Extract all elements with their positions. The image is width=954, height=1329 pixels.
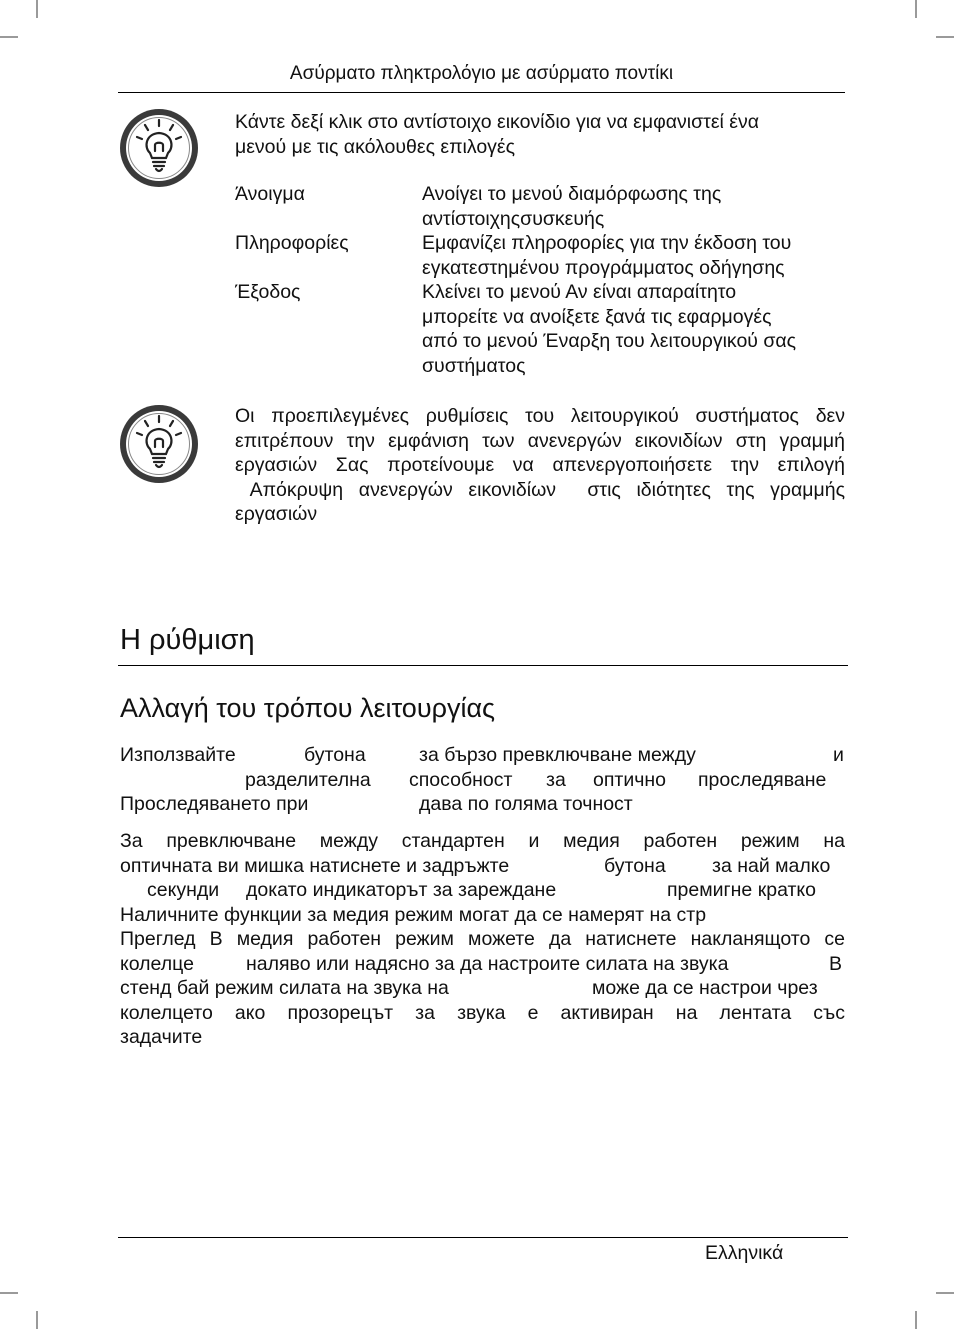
text-fragment: проследяване bbox=[698, 769, 827, 791]
option-desc-line: Εμφανίζει πληροφορίες για την έκδοση του bbox=[422, 232, 792, 254]
option-term: Πληροφορίες bbox=[235, 232, 349, 254]
lightbulb-tip-icon bbox=[118, 107, 200, 189]
text-fragment: докато индикаторът за зареждане bbox=[246, 879, 557, 901]
text-fragment: оптично bbox=[593, 769, 667, 791]
section-rule bbox=[118, 665, 848, 666]
text-fragment: бутона bbox=[304, 744, 366, 766]
crop-mark bbox=[36, 0, 38, 18]
text-fragment: премигне кратко bbox=[667, 879, 817, 901]
para2-line bbox=[120, 976, 845, 1001]
text-fragment: колелце bbox=[120, 953, 194, 975]
option-term: Άνοιγμα bbox=[235, 183, 305, 205]
text-fragment: дава по голяма точност bbox=[419, 793, 633, 815]
section-heading: Η ρύθμιση bbox=[120, 624, 255, 656]
para2-line bbox=[120, 854, 845, 879]
crop-mark bbox=[36, 1311, 38, 1329]
subsection-heading: Αλλαγή του τρόπου λειτουργίας bbox=[120, 693, 496, 723]
text-fragment: Използвайте bbox=[120, 744, 236, 766]
crop-mark bbox=[0, 1292, 18, 1294]
text-fragment: способност bbox=[409, 769, 513, 791]
tip-line: εργασιών bbox=[235, 503, 318, 525]
option-row-info bbox=[235, 231, 845, 280]
footer-language: Ελληνικά bbox=[705, 1242, 784, 1264]
para2-line: колелцето ако прозорецът за звука е активиран на лентата със bbox=[120, 1002, 845, 1024]
text-fragment: секунди bbox=[147, 879, 220, 901]
para1-line1 bbox=[120, 743, 845, 768]
option-desc-line: συστήματος bbox=[422, 354, 526, 377]
para2-line: задачите bbox=[120, 1026, 203, 1048]
text-fragment: за бързо превключване между bbox=[419, 744, 696, 766]
text-fragment: може да се настрои чрез bbox=[592, 977, 818, 999]
tip-intro-line: μενού με τις ακόλουθες επιλογές bbox=[235, 135, 515, 158]
text-fragment: В bbox=[829, 953, 843, 975]
text-fragment: разделителна bbox=[245, 769, 371, 791]
option-term: Έξοδος bbox=[235, 281, 301, 303]
tip-intro bbox=[235, 110, 845, 159]
option-desc-line: Κλείνει το μενού Αν είναι απαραίτητο bbox=[422, 281, 737, 303]
tip-intro-line: Κάντε δεξί κλικ στο αντίστοιχο εικονίδιο για να εμφανιστεί ένα bbox=[235, 111, 759, 133]
para1-line2 bbox=[120, 768, 845, 793]
para1-line3 bbox=[120, 792, 845, 817]
tip-taskbar-note bbox=[235, 404, 845, 527]
tip-line: Απόκρυψη ανενεργών εικονιδίων στις ιδιότητες της γραμμής bbox=[235, 478, 845, 501]
option-row-exit bbox=[235, 280, 845, 378]
text-fragment: за най малко bbox=[712, 855, 831, 877]
crop-mark bbox=[915, 0, 917, 18]
text-fragment: и bbox=[833, 744, 844, 766]
tip-line: εργασιών Σας προτείνουμε να απενεργοποιήσετε την επιλογή bbox=[235, 454, 845, 476]
option-desc-line: από το μενού Έναρξη του λειτουργικού σας bbox=[422, 330, 797, 352]
crop-mark bbox=[936, 1292, 954, 1294]
text-fragment: стенд бай режим силата на звука на bbox=[120, 977, 449, 999]
option-description bbox=[422, 280, 845, 378]
header-rule bbox=[118, 92, 845, 93]
option-desc-line: μπορείτε να ανοίξετε ξανά τις εφαρμογές bbox=[422, 305, 772, 328]
option-description bbox=[422, 231, 845, 280]
text-fragment: Проследяването при bbox=[120, 793, 309, 815]
tip-line: επιτρέπουν την εμφάνιση των ανενεργών εικονιδίων στη γραμμή bbox=[235, 429, 845, 452]
text-fragment: наляво или надясно за да настроите силата на звука bbox=[246, 953, 729, 975]
option-desc-line: αντίστοιχηςσυσκευής bbox=[422, 207, 605, 230]
text-fragment: оптичната ви мишка натиснете и задръжте bbox=[120, 855, 510, 877]
para2-line bbox=[120, 952, 845, 977]
text-fragment: за bbox=[546, 769, 566, 791]
crop-mark bbox=[936, 36, 954, 38]
option-desc-line: εγκατεστημένου προγράμματος οδήγησης bbox=[422, 256, 785, 279]
para2-line bbox=[120, 878, 845, 903]
lightbulb-tip-icon bbox=[118, 403, 200, 485]
option-row-open bbox=[235, 182, 845, 231]
para2-line: Преглед В медия работен режим можете да натиснете накланящото се bbox=[120, 928, 845, 950]
option-description bbox=[422, 182, 845, 231]
para2-line: За превключване между стандартен и медия работен режим на bbox=[120, 830, 845, 852]
crop-mark bbox=[915, 1311, 917, 1329]
footer-rule bbox=[118, 1237, 848, 1238]
menu-options-table bbox=[235, 182, 845, 378]
crop-mark bbox=[0, 36, 18, 38]
option-desc-line: Ανοίγει το μενού διαμόρφωσης της bbox=[422, 183, 722, 205]
tip-line: Οι προεπιλεγμένες ρυθμίσεις του λειτουργικού συστήματος δεν bbox=[235, 405, 845, 427]
para2-line: Наличните функции за медия режим могат да се намерят на стр bbox=[120, 904, 707, 926]
text-fragment: бутона bbox=[604, 855, 666, 877]
page-header-title: Ασύρματο πληκτρολόγιο με ασύρματο ποντίκι bbox=[289, 63, 674, 84]
